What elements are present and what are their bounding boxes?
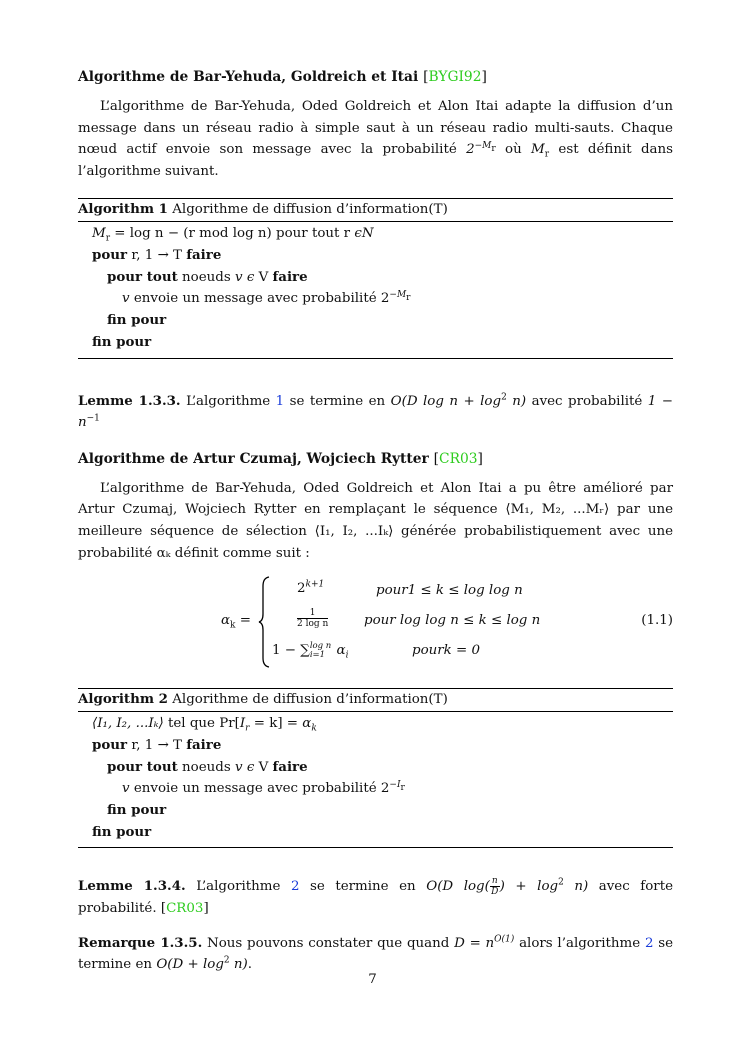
case-row-2-value: $\frac{1}{\text{2 log n}}$: [297, 608, 329, 630]
algo2-line: fin pour: [92, 823, 152, 840]
algo2-line: v envoie un message avec probabilité $2^{-Ir}$: [122, 779, 405, 797]
equation-number: (1.1): [641, 613, 673, 629]
algo1-line: $M_r = \log n - (r$ mod log n) pour tout r ϵN: [92, 226, 374, 245]
algo2-line: fin pour: [107, 801, 167, 818]
case-row-2-condition: pour log log n ≤ k ≤ log n: [364, 613, 541, 629]
citation-link-cr03[interactable]: CR03: [439, 450, 478, 467]
equation-1-1: [78, 576, 673, 674]
lemma-1-3-3: Lemme 1.3.3. L’algorithme 1 se termine en O(D $\log n + \log^2 n$) avec probabilité $1 - n^{-1}$: [78, 392, 673, 431]
case-row-3-value: 1 − ∑ log n i=1 $\alpha_i$: [272, 640, 349, 661]
page-number: 7: [368, 972, 377, 987]
algorithm-ref-link[interactable]: 2: [290, 879, 300, 895]
algo1-line: fin pour: [107, 312, 167, 329]
algo2-line: ⟨I₁, I₂, ...Iₖ⟩ tel que $Pr[I_r = k] = \alpha_k$: [92, 716, 317, 734]
algo1-line: pour tout noeuds v ϵ V faire: [107, 268, 308, 285]
section-heading-bygi: Algorithme de Bar-Yehuda, Goldreich et Itai [BYGI92]: [78, 69, 487, 85]
remark-1-3-5: Remarque 1.3.5. Nous pouvons constater que quand $D = n^{O(1)}$ alors l’algorithme 2 se termine en $O(D + \log^2 n)$.: [78, 934, 674, 973]
algo2-line: pour r, 1 → T faire: [92, 736, 222, 753]
algorithm-ref-link[interactable]: 2: [644, 935, 654, 951]
paragraph-bygi: L’algorithme de Bar-Yehuda, Oded Goldreich et Alon Itai adapte la diffusion d’un message dans un réseau radio à simple saut à un réseau radio multi-sauts. Chaque nœud actif envoie son message avec la probabilité $2^{-Mr}$ où $M_r$ est définit dans l’algorithme suivant.: [78, 99, 673, 179]
algorithm-1-caption: Algorithm 1 Algorithme de diffusion d’information(T): [78, 199, 673, 222]
lemma-1-3-4: Lemme 1.3.4. L’algorithme 2 se termine en O(D log( $\frac{n}{D}$ ) + $\log^2 n$) avec forte probabilité. [CR03]: [78, 876, 673, 916]
left-brace-icon: [258, 576, 272, 668]
case-row-1-value: $2^{k+1}$: [297, 579, 325, 597]
algo1-line: v envoie un message avec probabilité $2^{-Mr}$: [122, 290, 411, 307]
equation-lhs: $\alpha_k$ =: [221, 613, 252, 631]
algorithm-1-box: [78, 198, 673, 358]
algo1-line: pour r, 1 → T faire: [92, 247, 222, 264]
section-heading-cr: Algorithme de Artur Czumaj, Wojciech Rytter [CR03]: [78, 450, 483, 467]
paragraph-cr: L’algorithme de Bar-Yehuda, Oded Goldreich et Alon Itai a pu être amélioré par Artur Czumaj, Wojciech Rytter en remplaçant le séquence ⟨M₁, M₂, ...Mᵣ⟩ par une meilleure séquence de sélection ⟨I₁, I₂, ...Iₖ⟩ générée probabilistiquement avec une probabilité αₖ définit comme suit :: [78, 480, 673, 561]
case-row-1-condition: pour1 ≤ k ≤ log log n: [376, 583, 523, 599]
citation-link-cr03[interactable]: CR03: [166, 900, 204, 916]
algorithm-2-box: [78, 688, 673, 848]
algorithm-2-caption: Algorithm 2 Algorithme de diffusion d’information(T): [78, 689, 673, 712]
page-content: [78, 66, 673, 976]
case-row-3-condition: pourk = 0: [412, 643, 481, 659]
algo2-line: pour tout noeuds v ϵ V faire: [107, 758, 308, 775]
algorithm-ref-link[interactable]: 1: [275, 393, 285, 409]
citation-link-bygi92[interactable]: BYGI92: [428, 69, 482, 85]
algo1-line: fin pour: [92, 333, 152, 350]
